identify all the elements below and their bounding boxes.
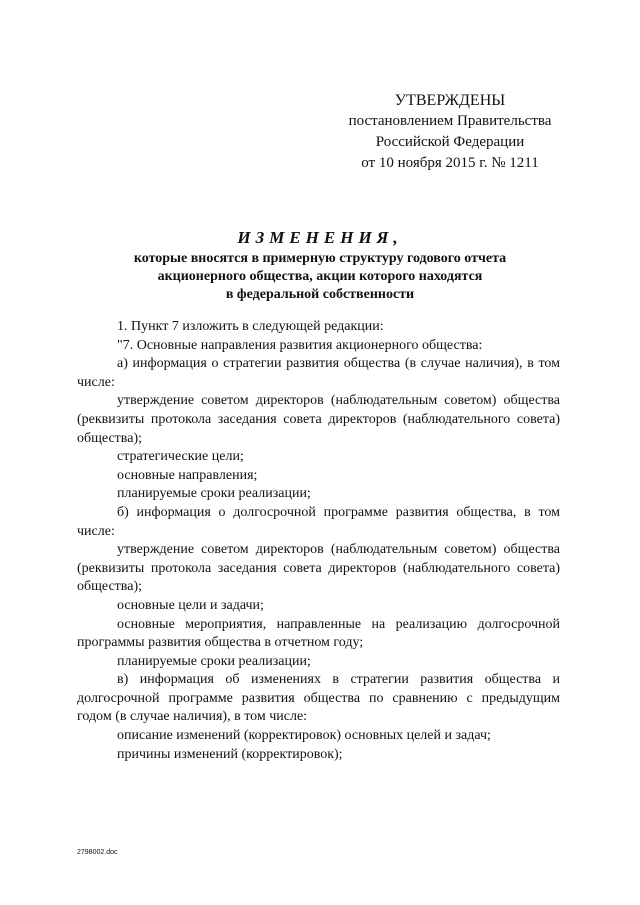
- title-subline: акционерного общества, акции которого находятся: [157, 269, 483, 284]
- paragraph: утверждение советом директоров (наблюдательным советом) общества (реквизиты протокола заседания совета директоров (наблюдательного совета) общества);: [77, 393, 560, 446]
- paragraph: планируемые сроки реализации;: [117, 653, 311, 669]
- paragraph: планируемые сроки реализации;: [117, 486, 311, 502]
- approval-line: постановлением Правительства: [348, 113, 552, 129]
- approval-line: Российской Федерации: [375, 134, 525, 150]
- paragraph: в) информация об изменениях в стратегии развития общества и долгосрочной программе развития общества по сравнению с предыдущим годом (в случае наличия), в том числе:: [77, 672, 560, 725]
- paragraph: "7. Основные направления развития акционерного общества:: [117, 337, 483, 353]
- document-body: [77, 318, 560, 764]
- document-title: [60, 226, 580, 304]
- paragraph: описание изменений (корректировок) основных целей и задач;: [117, 728, 491, 744]
- approval-heading: УТВЕРЖДЕНЫ: [394, 92, 506, 109]
- title-subline: в федеральной собственности: [225, 287, 415, 302]
- paragraph: основные мероприятия, направленные на реализацию долгосрочной программы развития общества в отчетном году;: [77, 616, 560, 651]
- paragraph: утверждение советом директоров (наблюдательным советом) общества (реквизиты протокола заседания совета директоров (наблюдательного совета) общества);: [77, 542, 560, 595]
- paragraph: 1. Пункт 7 изложить в следующей редакции:: [117, 319, 384, 334]
- title-main: ИЗМЕНЕНИЯ,: [237, 228, 403, 247]
- approval-stamp: [320, 90, 580, 174]
- approval-date: от 10 ноября 2015 г. № 1211: [361, 155, 539, 171]
- title-subline: которые вносятся в примерную структуру годового отчета: [133, 251, 507, 266]
- paragraph: б) информация о долгосрочной программе развития общества, в том числе:: [77, 504, 560, 539]
- paragraph: причины изменений (корректировок);: [117, 746, 343, 762]
- paragraph: а) информация о стратегии развития общества (в случае наличия), в том числе:: [77, 356, 560, 390]
- paragraph: основные цели и задачи;: [117, 597, 264, 613]
- paragraph: основные направления;: [117, 467, 258, 483]
- paragraph: стратегические цели;: [117, 449, 244, 465]
- file-reference: 2798002.doc: [77, 849, 118, 856]
